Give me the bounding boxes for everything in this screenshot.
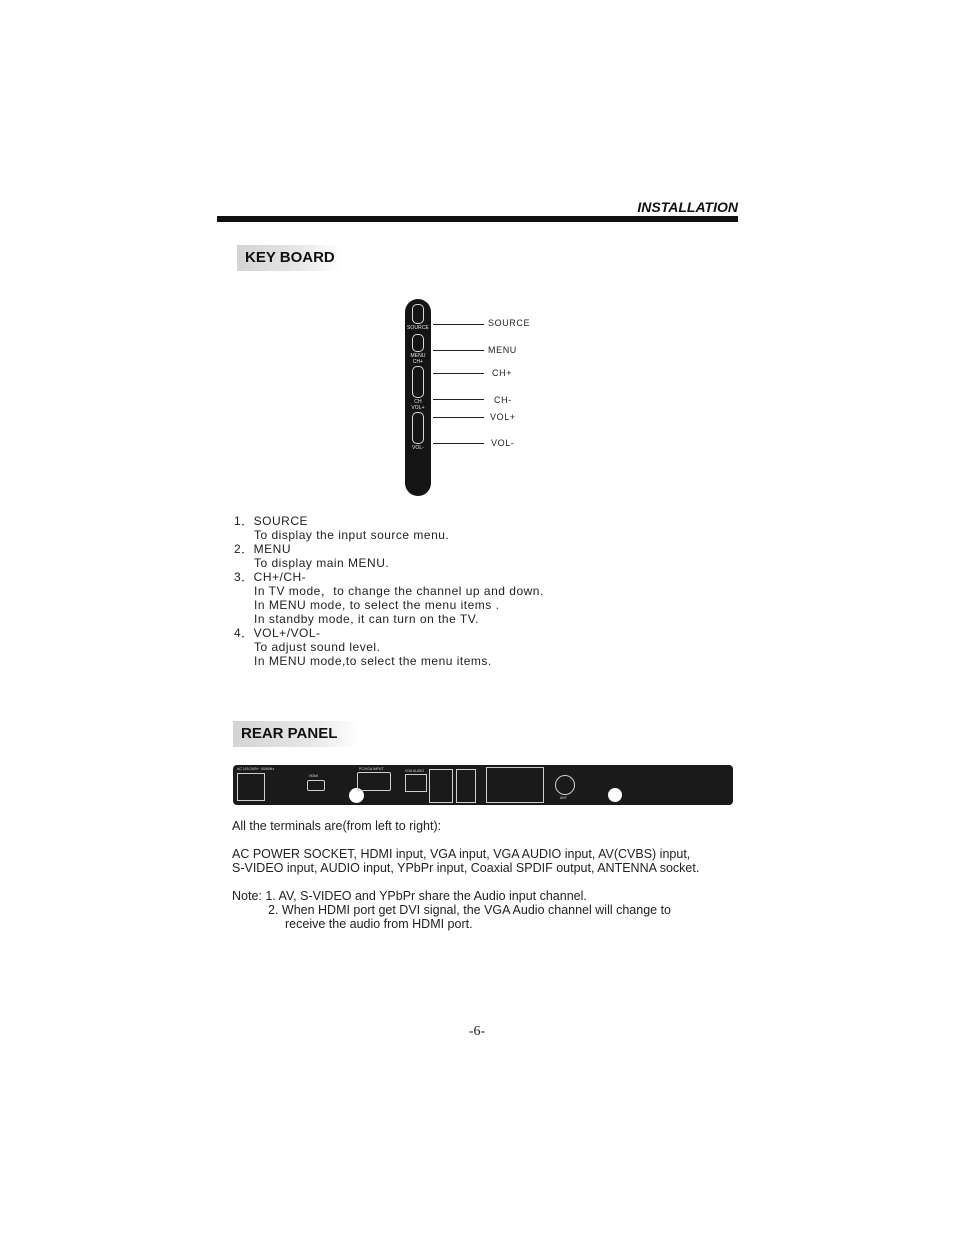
strip-label-vol-plus: VOL+ (411, 405, 425, 411)
keyboard-section-title: KEY BOARD (237, 245, 340, 271)
instruction-title: 1．SOURCE (234, 514, 309, 528)
menu-key (412, 334, 424, 352)
header-rule (217, 216, 738, 222)
terminals-intro: All the terminals are(from left to right): (232, 819, 442, 833)
power-label: AC 100-240V~ 50/60Hz (237, 767, 275, 771)
power-socket (237, 773, 265, 801)
terminals-line: S-VIDEO input, AUDIO input, YPbPr input, Coaxial SPDIF output, ANTENNA socket. (232, 861, 700, 875)
instruction-title: 3．CH+/CH- (234, 570, 307, 584)
audio-port (456, 769, 476, 803)
terminals-line: AC POWER SOCKET, HDMI input, VGA input, VGA AUDIO input, AV(CVBS) input, (232, 847, 691, 861)
instruction-menu (234, 542, 654, 570)
page-header-title: INSTALLATION (637, 199, 738, 215)
notes (232, 889, 732, 931)
antenna-port (555, 775, 575, 795)
strip-label-vol-minus: VOL- (411, 445, 425, 451)
callout-ch-plus: CH+ (492, 368, 513, 378)
instruction-line: To display the input source menu. (254, 528, 450, 542)
callout-ch-minus: CH- (494, 395, 512, 405)
hdmi-label: HDMI (309, 774, 318, 778)
ypbpr-port (486, 767, 544, 803)
instruction-title: 4．VOL+/VOL- (234, 626, 321, 640)
callout-menu: MENU (488, 345, 517, 355)
callout-line-vol-minus (433, 443, 484, 444)
vol-key (412, 412, 424, 444)
svideo-av-port (429, 769, 453, 803)
rear-panel-diagram (233, 765, 733, 805)
hdmi-port (307, 780, 325, 791)
instruction-title: 2．MENU (234, 542, 292, 556)
instruction-source (234, 514, 654, 542)
callout-vol-minus: VOL- (491, 438, 515, 448)
note-line: receive the audio from HDMI port. (285, 917, 473, 931)
ch-key (412, 366, 424, 398)
instruction-volume (234, 626, 654, 668)
rear-panel-section-title: REAR PANEL (233, 721, 358, 747)
callout-vol-plus: VOL+ (490, 412, 516, 422)
instruction-channel (234, 570, 654, 626)
ant-label: ANT (560, 796, 567, 800)
callout-line-ch-plus (433, 373, 484, 374)
instruction-line: To adjust sound level. (254, 640, 381, 654)
terminals-list (232, 847, 732, 875)
key-instructions (234, 514, 654, 668)
strip-label-ch: CH (414, 399, 422, 405)
screw-hole (608, 788, 622, 802)
note-line: 2. When HDMI port get DVI signal, the VGA Audio channel will change to (268, 903, 671, 917)
instruction-line: In MENU mode, to select the menu items . (254, 598, 500, 612)
callout-line-ch-minus (433, 399, 484, 400)
callout-source: SOURCE (488, 318, 531, 328)
vga-audio-port (405, 774, 427, 792)
strip-label-menu: MENU (410, 353, 426, 359)
vga-audio-label: VGA AUDIO (405, 769, 425, 773)
source-key (412, 304, 424, 324)
vga-port (357, 772, 391, 791)
callout-line-source (433, 324, 484, 325)
callout-line-vol-plus (433, 417, 484, 418)
instruction-line: In standby mode, it can turn on the TV. (254, 612, 479, 626)
page-number: -6- (468, 1024, 486, 1039)
keyboard-strip (405, 299, 431, 496)
strip-label-source: SOURCE (407, 325, 429, 331)
instruction-line: In TV mode，to change the channel up and down. (254, 584, 544, 598)
vga-label: PC/VGA INPUT (359, 767, 384, 771)
callout-line-menu (433, 350, 484, 351)
strip-label-ch-plus: CH+ (412, 359, 424, 365)
instruction-line: To display main MENU. (254, 556, 390, 570)
note-line: Note: 1. AV, S-VIDEO and YPbPr share the Audio input channel. (232, 889, 587, 903)
instruction-line: In MENU mode,to select the menu items. (254, 654, 492, 668)
